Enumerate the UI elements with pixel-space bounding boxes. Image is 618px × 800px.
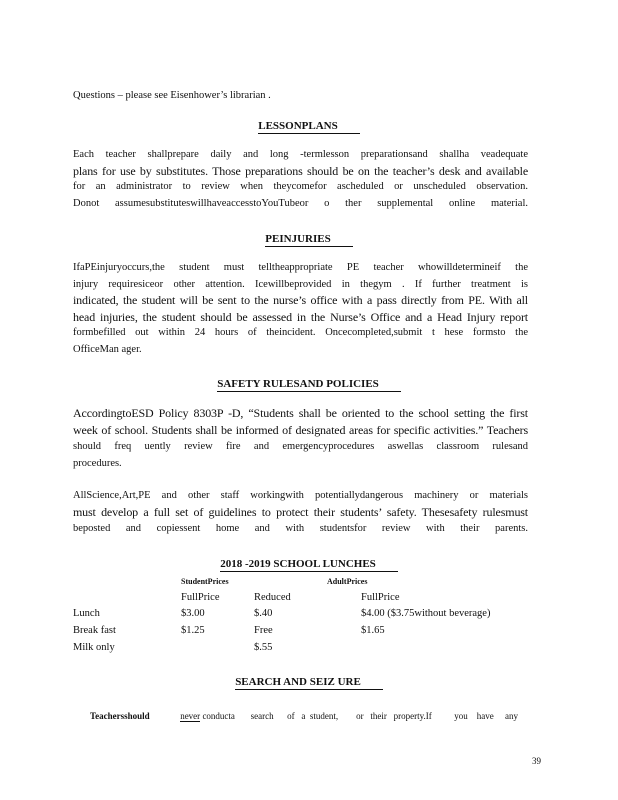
lesson-plans-line-1: Each teacher shallprepare daily and long -termlesson preparationsand shallha veadequate [73,149,528,160]
row-milk-label: Milk only [73,642,115,653]
safety-para2-line-2: must develop a full set of guidelines to protect their students’ safety. Thesesafety rulesmust [73,505,528,519]
row-lunch-full: $3.00 [181,608,205,619]
search-seizure-never: never [180,711,201,721]
safety-para1-line-3: should freq uently review fire and emergencyprocedures aswellas classroom rulesand [73,441,528,452]
row-breakfast-label: Break fast [73,625,116,636]
pe-injuries-line-2: injury requiresiceor other attention. Icewillbeprovided in thegym . If further treatment is [73,279,528,290]
safety-para1-line-1: AccordingtoESD Policy 8303P -D, “Students shall be oriented to the school setting the first [73,406,528,420]
student-prices-label: StudentPrices [181,577,229,586]
row-lunch-adult: $4.00 ($3.75without beverage) [361,608,491,619]
row-lunch-reduced: $.40 [254,608,273,619]
row-breakfast-reduced: Free [254,625,273,636]
search-seizure-rest: conducta search of a student, or their property.If you have any [202,711,519,721]
page-number: 39 [532,756,541,766]
search-seizure-heading: SEARCH AND SEIZ URE [0,676,618,689]
row-milk-reduced: $.55 [254,642,273,653]
safety-para2-line-3: beposted and copiessent home and with studentsfor review with their parents. [73,523,528,534]
lesson-plans-line-4: Donot assumesubstituteswillhaveaccesstoYouTubeor o ther supplemental online material. [73,198,528,209]
col-reduced: Reduced [254,592,291,603]
col-full-price-student: FullPrice [181,592,220,603]
row-breakfast-adult: $1.65 [361,625,385,636]
safety-rules-heading: SAFETY RULESAND POLICIES [0,378,618,391]
questions-line: Questions – please see Eisenhower’s librarian . [73,90,271,101]
pe-injuries-line-5: formbefilled out within 24 hours of theincident. Oncecompleted,submit t hese formsto the [73,327,528,338]
pe-injuries-line-1: IfaPEinjuryoccurs,the student must telltheappropriate PE teacher whowilldetermineif the [73,262,528,273]
adult-prices-label: AdultPrices [327,577,368,586]
search-seizure-start: Teachersshould [90,711,150,721]
safety-para2-line-1: AllScience,Art,PE and other staff workingwith potentiallydangerous machinery or materials [73,490,528,501]
lesson-plans-heading: LESSONPLANS [0,120,618,133]
row-breakfast-full: $1.25 [181,625,205,636]
lunches-heading: 2018 -2019 SCHOOL LUNCHES [0,558,618,571]
pe-injuries-heading: PEINJURIES [0,233,618,246]
pe-injuries-line-6: OfficeMan ager. [73,344,142,355]
lesson-plans-line-3: for an administrator to review when theycomefor ascheduled or unscheduled observation. [73,181,528,192]
pe-injuries-line-3: indicated, the student will be sent to the nurse’s office with a pass directly from PE. With all [73,293,528,307]
row-lunch-label: Lunch [73,608,100,619]
lesson-plans-line-2: plans for use by substitutes. Those preparations should be on the teacher’s desk and available [73,164,528,178]
safety-para1-line-2: week of school. Students shall be informed of designated areas for specific activities.” Teachers [73,423,528,437]
col-full-price-adult: FullPrice [361,592,400,603]
search-seizure-line [90,711,518,721]
pe-injuries-line-4: head injuries, the student should be assessed in the Nurse’s Office and a Head Injury report [73,310,528,324]
safety-para1-line-4: procedures. [73,458,122,469]
